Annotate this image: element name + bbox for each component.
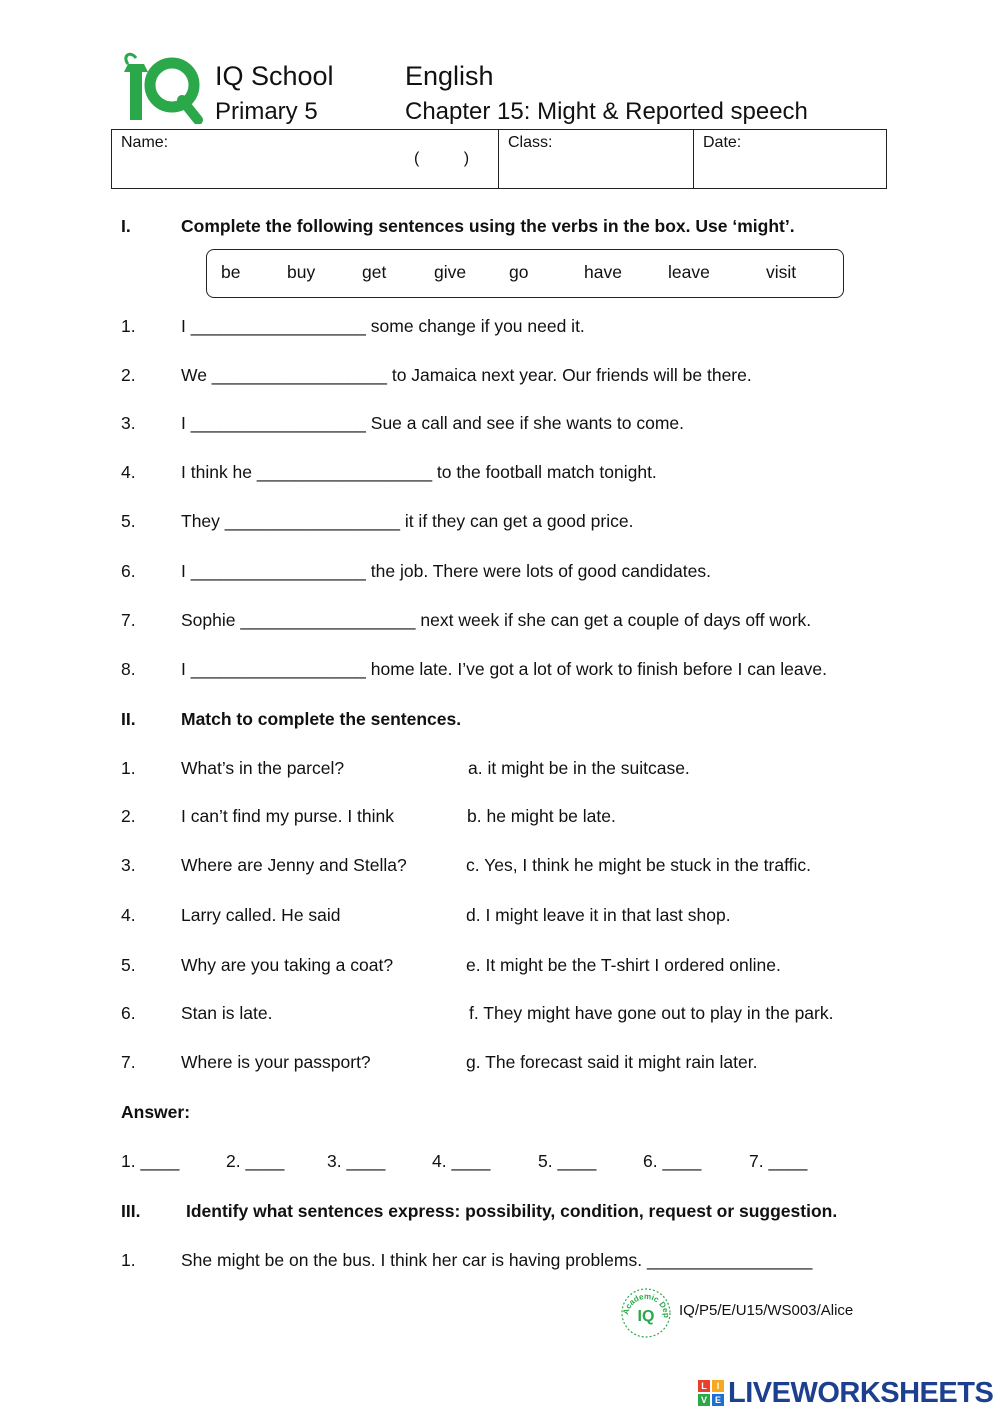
section-2-numeral: II. (121, 709, 136, 729)
item-text: Sophie __________________ next week if she can get a couple of days off work. (181, 610, 812, 630)
match-left: Larry called. He said (181, 905, 341, 925)
section-3-numeral: III. (121, 1201, 141, 1221)
answer-slot[interactable]: 7. ____ (749, 1151, 808, 1171)
student-info-table (111, 129, 887, 189)
answer-slot[interactable]: 5. ____ (538, 1151, 597, 1171)
class-cell[interactable] (499, 130, 694, 188)
match-right: g. The forecast said it might rain later. (466, 1052, 758, 1072)
answer-slot[interactable]: 6. ____ (643, 1151, 702, 1171)
section-3-instruction: Identify what sentences express: possibility, condition, request or suggestion. (186, 1201, 838, 1221)
subject-title: English (405, 61, 494, 91)
answer-slot[interactable]: 2. ____ (226, 1151, 285, 1171)
lw-tile: L (698, 1380, 710, 1392)
answer-slot[interactable]: 4. ____ (432, 1151, 491, 1171)
item-number: 4. (121, 905, 136, 925)
stamp-lettering: Academic Dep (621, 1291, 672, 1319)
liveworksheets-logo (698, 1376, 993, 1410)
match-left: What’s in the parcel? (181, 758, 345, 778)
verb-item: get (362, 262, 387, 282)
document-code: IQ/P5/E/U15/WS003/Alice (679, 1302, 854, 1319)
section-2-instruction: Match to complete the sentences. (181, 709, 462, 729)
name-cell[interactable] (112, 130, 499, 188)
stamp-inner-lettering: IQ (637, 1308, 655, 1325)
liveworksheets-wordmark: LIVEWORKSHEETS (728, 1376, 994, 1409)
date-cell[interactable] (694, 130, 885, 188)
answer-row (0, 1150, 1000, 1174)
item-text: They __________________ it if they can get a good price. (181, 511, 634, 531)
item-number: 7. (121, 1052, 136, 1072)
answer-slot[interactable]: 1. ____ (121, 1151, 180, 1171)
liveworksheets-icon (698, 1380, 724, 1406)
item-number: 1. (121, 316, 136, 336)
item-number: 5. (121, 955, 136, 975)
verb-item: buy (287, 262, 316, 282)
class-number-paren: ( ) (414, 150, 470, 167)
school-name: IQ School (215, 61, 334, 91)
answer-label: Answer: (121, 1102, 191, 1122)
item-text: She might be on the bus. I think her car is having problems. _________________ (181, 1250, 813, 1270)
item-text: I __________________ some change if you need it. (181, 316, 585, 336)
approval-stamp (620, 1287, 672, 1339)
class-label: Class: (508, 134, 553, 151)
match-right: e. It might be the T-shirt I ordered online. (466, 955, 781, 975)
match-right: d. I might leave it in that last shop. (466, 905, 731, 925)
name-label: Name: (121, 134, 169, 151)
match-left: Where are Jenny and Stella? (181, 855, 407, 875)
item-number: 6. (121, 561, 136, 581)
match-right: f. They might have gone out to play in the park. (469, 1003, 834, 1023)
item-text: I __________________ home late. I’ve got a lot of work to finish before I can leave. (181, 659, 827, 679)
item-number: 1. (121, 758, 136, 778)
item-text: I __________________ Sue a call and see if she wants to come. (181, 413, 685, 433)
lw-tile: I (712, 1380, 724, 1392)
item-text: We __________________ to Jamaica next year. Our friends will be there. (181, 365, 752, 385)
verb-item: go (509, 262, 529, 282)
school-logo (120, 52, 205, 124)
verb-item: give (434, 262, 467, 282)
section-1-numeral: I. (121, 216, 131, 236)
item-number: 3. (121, 413, 136, 433)
item-number: 4. (121, 462, 136, 482)
match-left: Stan is late. (181, 1003, 273, 1023)
grade-level: Primary 5 (215, 98, 318, 125)
item-number: 6. (121, 1003, 136, 1023)
lw-tile: E (712, 1394, 724, 1406)
chapter-title: Chapter 15: Might & Reported speech (405, 98, 808, 125)
match-right: b. he might be late. (467, 806, 616, 826)
item-number: 2. (121, 806, 136, 826)
item-number: 8. (121, 659, 136, 679)
answer-slot[interactable]: 3. ____ (327, 1151, 386, 1171)
verb-item: leave (668, 262, 710, 282)
verb-box (206, 249, 844, 298)
verb-item: have (584, 262, 622, 282)
verb-item: visit (766, 262, 797, 282)
match-left: I can’t find my purse. I think (181, 806, 395, 826)
lw-tile: V (698, 1394, 710, 1406)
item-text: I __________________ the job. There were lots of good candidates. (181, 561, 711, 581)
item-text: I think he __________________ to the football match tonight. (181, 462, 657, 482)
section-1-instruction: Complete the following sentences using the verbs in the box. Use ‘might’. (181, 216, 795, 236)
item-number: 7. (121, 610, 136, 630)
match-left: Why are you taking a coat? (181, 955, 394, 975)
verb-item: be (221, 262, 241, 282)
date-label: Date: (703, 134, 742, 151)
item-number: 5. (121, 511, 136, 531)
logo-lettering: IQ (162, 123, 164, 124)
item-number: 1. (121, 1250, 136, 1270)
match-right: c. Yes, I think he might be stuck in the traffic. (466, 855, 812, 875)
match-right: a. it might be in the suitcase. (468, 758, 690, 778)
match-left: Where is your passport? (181, 1052, 371, 1072)
item-number: 2. (121, 365, 136, 385)
item-number: 3. (121, 855, 136, 875)
